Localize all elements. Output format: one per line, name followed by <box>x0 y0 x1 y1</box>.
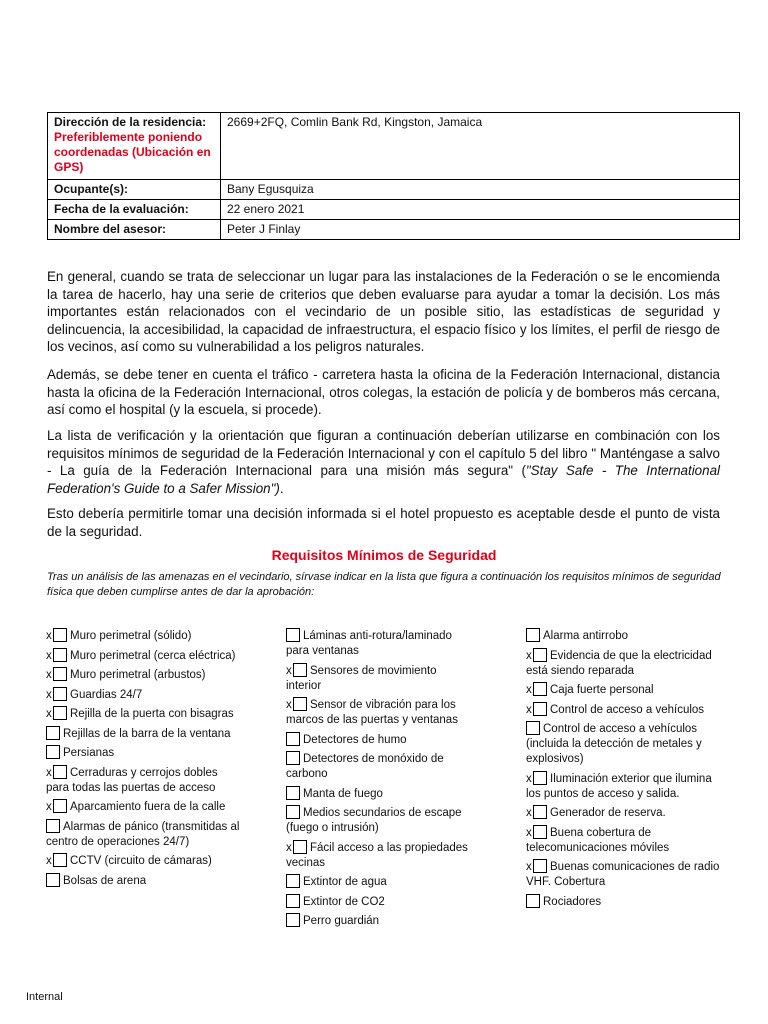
checklist-label: Generador de reserva. <box>550 807 666 819</box>
checklist-item <box>286 697 471 728</box>
checkbox[interactable] <box>533 702 547 716</box>
checkbox[interactable] <box>533 859 547 873</box>
checkbox[interactable] <box>46 726 60 740</box>
checkbox[interactable] <box>533 648 547 662</box>
checked-mark: x <box>526 807 532 819</box>
checklist-label: Muro perimetral (sólido) <box>70 630 192 642</box>
checkbox[interactable] <box>53 799 67 813</box>
checklist-item <box>46 628 241 644</box>
checklist-item <box>46 648 241 664</box>
checklist-item <box>526 805 726 821</box>
info-label-cell <box>48 113 221 180</box>
info-row-occupant <box>48 180 740 200</box>
checkbox[interactable] <box>286 894 300 908</box>
checklist-item <box>526 648 726 679</box>
checklist-label: Láminas anti-rotura/laminado para ventanas <box>286 630 452 657</box>
checklist-label: Evidencia de que la electricidad está siendo reparada <box>526 649 712 677</box>
checked-mark: x <box>286 699 292 711</box>
checklist-label: Muro perimetral (arbustos) <box>70 669 206 681</box>
checkbox[interactable] <box>53 628 67 642</box>
checkbox[interactable] <box>46 873 60 887</box>
footer-classification: Internal <box>26 991 63 1003</box>
checkbox[interactable] <box>286 805 300 819</box>
checklist-item <box>286 732 471 748</box>
checklist-item <box>526 721 726 767</box>
guidance-text: La lista de verificación y la orientación que figuran a continuación deberían utilizarse en combinación con los requisitos mínimos de seguridad de la Federación Internacional y con el capítulo 5 del libro " Manténgase a salvo - La guía de la Federación Internacional para una misión más segura" ( <box>47 428 720 478</box>
checklist-label: Bolsas de arena <box>63 874 147 887</box>
section-intro: Tras un análisis de las amenazas en el vecindario, sírvase indicar en la lista que figura a continuación los requisitos mínimos de seguridad física que deben cumplirse antes de dar la aprobación: <box>47 571 721 598</box>
paragraph-decision: Esto debería permitirle tomar una decisión informada si el hotel propuesto es aceptable desde el punto de vista de la seguridad. <box>47 506 720 539</box>
checked-mark: x <box>46 801 52 813</box>
checklist-label: Detectores de monóxido de carbono <box>286 753 444 780</box>
checkbox[interactable] <box>286 732 300 746</box>
checklist-label: Rejillas de la barra de la ventana <box>63 727 231 740</box>
checkbox[interactable] <box>46 745 60 759</box>
checkbox[interactable] <box>293 840 307 854</box>
checklist-label: Caja fuerte personal <box>550 684 654 696</box>
info-row-assessor <box>48 220 740 240</box>
checked-mark: x <box>526 772 532 785</box>
checked-mark: x <box>46 688 52 701</box>
checked-mark: x <box>46 708 52 720</box>
checklist-item <box>526 894 726 910</box>
checklist-label: Rociadores <box>543 895 602 908</box>
checklist-item <box>286 751 471 782</box>
checklist-item <box>286 805 471 836</box>
checklist-label: Muro perimetral (cerca eléctrica) <box>70 649 236 662</box>
checkbox[interactable] <box>526 721 540 735</box>
checkbox[interactable] <box>53 853 67 867</box>
checkbox[interactable] <box>533 825 547 839</box>
checklist-item <box>286 786 471 802</box>
checked-mark: x <box>46 649 52 662</box>
checklist-item <box>526 628 726 644</box>
checklist-column-2 <box>286 628 471 933</box>
checkbox[interactable] <box>286 786 300 800</box>
assessor-value: Peter J Finlay <box>221 220 740 240</box>
checklist-item <box>526 771 726 802</box>
checked-mark: x <box>46 855 52 867</box>
checklist-label: Guardias 24/7 <box>70 688 143 701</box>
checkbox[interactable] <box>526 894 540 908</box>
checklist-item <box>286 663 471 694</box>
checklist-label: Aparcamiento fuera de la calle <box>70 801 226 813</box>
date-value: 22 enero 2021 <box>221 200 740 220</box>
checklist-label: Extintor de CO2 <box>303 895 385 908</box>
checklist-label: Iluminación exterior que ilumina los puntos de acceso y salida. <box>526 772 712 800</box>
checked-mark: x <box>526 649 532 662</box>
checklist-label: Detectores de humo <box>303 733 407 746</box>
checkbox[interactable] <box>533 682 547 696</box>
checkbox[interactable] <box>53 667 67 681</box>
checkbox[interactable] <box>53 706 67 720</box>
date-label: Fecha de la evaluación: <box>48 200 221 220</box>
checkbox[interactable] <box>293 663 307 677</box>
checklist-item <box>46 873 241 889</box>
checklist-item <box>46 726 241 742</box>
address-value: 2669+2FQ, Comlin Bank Rd, Kingston, Jamaica <box>221 113 740 180</box>
checklist-item <box>286 628 471 659</box>
checklist-item <box>286 913 471 929</box>
checked-mark: x <box>526 861 532 873</box>
checked-mark: x <box>526 703 532 716</box>
checked-mark: x <box>526 826 532 839</box>
checked-mark: x <box>46 766 52 779</box>
checklist-label: Perro guardián <box>303 915 380 927</box>
checklist-label: Extintor de agua <box>303 876 387 888</box>
checkbox[interactable] <box>286 628 300 642</box>
checked-mark: x <box>286 841 292 854</box>
checklist-label: Rejilla de la puerta con bisagras <box>70 708 234 720</box>
checklist-label: Fácil acceso a las propiedades vecinas <box>286 841 468 869</box>
address-note: Preferiblemente poniendo coordenadas (Ubicación en GPS) <box>54 130 211 174</box>
checkbox[interactable] <box>286 874 300 888</box>
checked-mark: x <box>286 664 292 677</box>
checklist-label: Alarma antirrobo <box>543 630 629 642</box>
checklist-item <box>46 687 241 703</box>
checklist-item <box>286 840 471 871</box>
checkbox[interactable] <box>46 819 60 833</box>
checklist-column-1 <box>46 628 241 892</box>
checklist-item <box>286 874 471 890</box>
checklist-label: CCTV (circuito de cámaras) <box>70 855 212 867</box>
residence-info-table <box>47 112 740 240</box>
checked-mark: x <box>526 684 532 696</box>
checklist-label: Buenas comunicaciones de radio VHF. Cobertura <box>526 861 720 888</box>
section-title: Requisitos Mínimos de Seguridad <box>271 547 497 563</box>
checklist-item <box>46 853 241 869</box>
checklist-label: Control de acceso a vehículos <box>550 703 705 716</box>
paragraph-general-criteria: En general, cuando se trata de seleccionar un lugar para las instalaciones de la Federación o se le encomienda la tarea de hacerlo, hay una serie de criterios que deben evaluarse para ayudar a tomar la decisión. Los más importantes están relacionados con el vecindario de un posible sitio, las estadísticas de seguridad y delincuencia, la accesibilidad, la capacidad de infraestructura, el espacio físico y los límites, el perfil de riesgo de los vecinos, así como su vulnerabilidad a los peligros naturales. <box>47 269 720 354</box>
checklist-item <box>286 894 471 910</box>
occupant-value: Bany Egusquiza <box>221 180 740 200</box>
checkbox[interactable] <box>53 648 67 662</box>
checklist-label: Sensor de vibración para los marcos de las puertas y ventanas <box>286 699 458 726</box>
checkbox[interactable] <box>526 628 540 642</box>
checklist-item <box>526 825 726 856</box>
checkbox[interactable] <box>286 913 300 927</box>
checklist-item <box>46 667 241 683</box>
checked-mark: x <box>46 669 52 681</box>
checklist-item <box>46 765 241 796</box>
checkbox[interactable] <box>293 697 307 711</box>
assessor-label: Nombre del asesor: <box>48 220 221 240</box>
checklist-label: Medios secundarios de escape (fuego o intrusión) <box>286 807 462 834</box>
checked-mark: x <box>46 630 52 642</box>
checklist-item <box>526 702 726 718</box>
info-row-address <box>48 113 740 180</box>
checkbox[interactable] <box>533 771 547 785</box>
checklist-item <box>46 799 241 815</box>
checklist-label: Sensores de movimiento interior <box>286 664 437 692</box>
checklist-label: Persianas <box>63 747 115 759</box>
paragraph-checklist-guidance <box>47 427 720 497</box>
info-row-date <box>48 200 740 220</box>
checklist-item <box>526 859 726 890</box>
checkbox[interactable] <box>533 805 547 819</box>
checklist-label: Buena cobertura de telecomunicaciones móviles <box>526 826 670 854</box>
checklist-label: Cerraduras y cerrojos dobles para todas las puertas de acceso <box>46 766 218 794</box>
checklist-item <box>46 745 241 761</box>
checklist-item <box>526 682 726 698</box>
occupant-label: Ocupante(s): <box>48 180 221 200</box>
checklist-column-3 <box>526 628 726 913</box>
checkbox[interactable] <box>286 751 300 765</box>
checklist-item <box>46 819 241 850</box>
checklist-label: Alarmas de pánico (transmitidas al centro de operaciones 24/7) <box>46 820 240 848</box>
checklist-label: Control de acceso a vehículos (incluida la detección de metales y explosivos) <box>526 723 702 765</box>
checklist-item <box>46 706 241 722</box>
paragraph-traffic: Además, se debe tener en cuenta el tráfico - carretera hasta la oficina de la Federación Internacional, distancia hasta la oficina de la Federación Internacional, otros colegas, la estación de policía y de bomberos más cercana, así como el hospital (y la escuela, si procede). <box>47 367 720 417</box>
guidance-end: . <box>279 480 284 496</box>
checkbox[interactable] <box>53 687 67 701</box>
guidance-book-title: "Stay Safe - The International Federation's Guide to a Safer Mission") <box>47 463 720 496</box>
checkbox[interactable] <box>53 765 67 779</box>
checklist-label: Manta de fuego <box>303 787 383 800</box>
address-label: Dirección de la residencia: <box>54 115 207 129</box>
